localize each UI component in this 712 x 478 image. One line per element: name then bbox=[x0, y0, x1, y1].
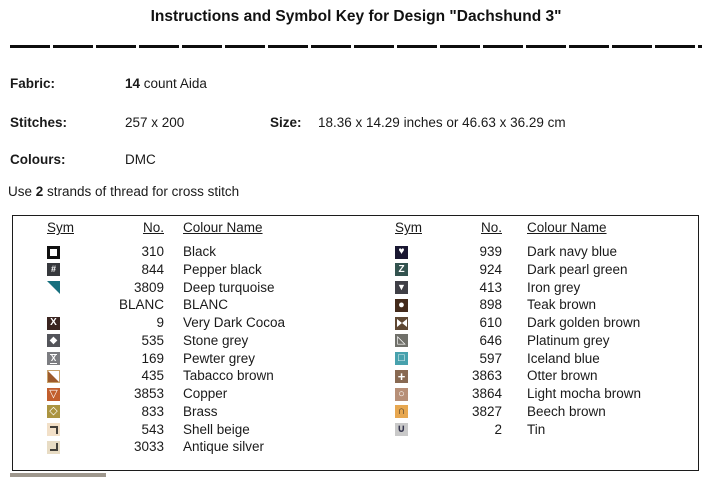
stitch-symbol-glyph: ∩ bbox=[397, 405, 406, 418]
key-column-left bbox=[47, 244, 387, 457]
stitches-value: 257 x 200 bbox=[125, 115, 185, 130]
stitches-row bbox=[0, 115, 712, 131]
colour-name: Beech brown bbox=[527, 403, 606, 419]
thread-number: 535 bbox=[141, 332, 164, 348]
bottom-separator-fragment bbox=[10, 473, 106, 477]
colour-name: Shell beige bbox=[183, 421, 250, 437]
thread-number: 898 bbox=[479, 297, 502, 313]
thread-number: 2 bbox=[494, 421, 502, 437]
colour-name: Iron grey bbox=[527, 279, 581, 295]
stitch-symbol-glyph: # bbox=[50, 264, 56, 275]
key-table-row bbox=[47, 280, 387, 298]
thread-number: 939 bbox=[479, 244, 502, 259]
key-table-row bbox=[47, 439, 387, 457]
stitch-symbol bbox=[395, 281, 408, 294]
thread-number: 413 bbox=[479, 279, 502, 295]
thread-number: 543 bbox=[141, 421, 164, 437]
thread-number: 833 bbox=[141, 403, 164, 419]
stitch-symbol bbox=[395, 317, 408, 330]
key-table-row bbox=[395, 368, 712, 386]
thread-number: 169 bbox=[141, 350, 164, 366]
thread-number: 3864 bbox=[471, 386, 502, 401]
key-table-row bbox=[47, 333, 387, 351]
thread-number: 3863 bbox=[471, 368, 502, 384]
size-label: Size: bbox=[270, 115, 302, 130]
key-table-row bbox=[395, 404, 712, 422]
colours-value: DMC bbox=[125, 152, 156, 167]
thread-number: 597 bbox=[479, 350, 502, 366]
stitch-symbol bbox=[395, 370, 408, 383]
stitch-symbol-glyph: ∪ bbox=[397, 423, 406, 435]
stitch-symbol bbox=[395, 263, 408, 276]
stitch-symbol-glyph: X bbox=[50, 353, 57, 363]
colour-name: Pepper black bbox=[183, 261, 262, 277]
key-table-row bbox=[47, 422, 387, 440]
page-title: Instructions and Symbol Key for Design "Dachshund 3" bbox=[150, 8, 562, 25]
header-sym-left: Sym bbox=[47, 220, 74, 235]
key-table-row bbox=[395, 262, 712, 280]
strands-note bbox=[0, 184, 712, 200]
stitch-symbol-glyph: + bbox=[397, 369, 406, 383]
stitch-symbol-glyph: Z bbox=[398, 263, 405, 275]
key-table-row bbox=[395, 315, 712, 333]
thread-number: 310 bbox=[141, 244, 164, 259]
thread-number: BLANC bbox=[118, 297, 164, 313]
header-name-right: Colour Name bbox=[527, 220, 607, 235]
stitch-symbol-glyph: ▼ bbox=[397, 282, 406, 292]
key-table-row bbox=[395, 422, 712, 440]
thread-number: 3809 bbox=[133, 279, 164, 295]
colour-name: BLANC bbox=[183, 297, 229, 313]
stitch-symbol bbox=[395, 299, 408, 312]
stitch-symbol bbox=[47, 370, 60, 383]
header-name-left: Colour Name bbox=[183, 220, 263, 235]
thread-number: 3033 bbox=[133, 439, 164, 455]
colour-name: Iceland blue bbox=[527, 350, 600, 366]
colour-name: Antique silver bbox=[183, 439, 265, 455]
colour-name: Dark pearl green bbox=[527, 261, 628, 277]
title-separator bbox=[10, 45, 702, 48]
stitch-symbol bbox=[47, 352, 60, 365]
stitch-symbol-glyph: ▽ bbox=[49, 387, 58, 400]
thread-number: 924 bbox=[479, 261, 502, 277]
key-table-row bbox=[395, 280, 712, 298]
stitches-label: Stitches: bbox=[10, 115, 68, 130]
colours-label: Colours: bbox=[10, 152, 66, 167]
colour-name: Black bbox=[183, 244, 217, 259]
key-table-row bbox=[395, 297, 712, 315]
stitch-symbol bbox=[395, 423, 408, 436]
stitch-symbol bbox=[395, 352, 408, 365]
fabric-row bbox=[0, 76, 712, 92]
stitch-symbol bbox=[395, 388, 408, 401]
key-table-row bbox=[47, 368, 387, 386]
size-value: 18.36 x 14.29 inches or 46.63 x 36.29 cm bbox=[318, 115, 566, 130]
colour-name: Otter brown bbox=[527, 368, 598, 384]
header-no-left: No. bbox=[142, 220, 164, 235]
thread-number: 435 bbox=[141, 368, 164, 384]
colour-name: Stone grey bbox=[183, 332, 249, 348]
key-table-row bbox=[395, 244, 712, 262]
strands-text: Use 2 strands of thread for cross stitch bbox=[8, 184, 240, 199]
stitch-symbol bbox=[47, 423, 60, 436]
thread-number: 3853 bbox=[133, 386, 164, 401]
fabric-label: Fabric: bbox=[10, 76, 56, 91]
key-column-right bbox=[395, 244, 712, 439]
colour-name: Teak brown bbox=[527, 297, 597, 313]
thread-number: 646 bbox=[479, 332, 502, 348]
header-no-right: No. bbox=[480, 220, 502, 235]
colour-name: Deep turquoise bbox=[183, 279, 275, 295]
stitch-symbol bbox=[395, 246, 408, 259]
colour-name: Brass bbox=[183, 403, 218, 419]
colour-name: Dark navy blue bbox=[527, 244, 618, 259]
stitch-symbol bbox=[47, 405, 60, 418]
key-table-row bbox=[395, 333, 712, 351]
key-table-row bbox=[47, 297, 387, 315]
stitch-symbol-glyph: ● bbox=[398, 298, 405, 311]
stitch-symbol bbox=[47, 317, 60, 330]
colour-name: Copper bbox=[183, 386, 228, 401]
stitch-symbol-glyph: ♥ bbox=[398, 246, 405, 257]
colour-name: Pewter grey bbox=[183, 350, 256, 366]
thread-number: 9 bbox=[156, 315, 164, 330]
key-table-row bbox=[47, 404, 387, 422]
key-table-row bbox=[395, 386, 712, 404]
colour-name: Very Dark Cocoa bbox=[183, 315, 286, 330]
key-table-row bbox=[47, 262, 387, 280]
stitch-symbol-glyph bbox=[50, 426, 58, 434]
stitch-symbol bbox=[47, 334, 60, 347]
stitch-symbol bbox=[395, 405, 408, 418]
key-table-row bbox=[47, 244, 387, 262]
stitch-symbol bbox=[47, 246, 60, 259]
stitch-symbol bbox=[395, 334, 408, 347]
stitch-symbol bbox=[47, 388, 60, 401]
colour-name: Tabacco brown bbox=[183, 368, 274, 384]
key-table-row bbox=[47, 315, 387, 333]
stitch-symbol-glyph: ◺ bbox=[397, 334, 406, 347]
stitch-symbol-glyph bbox=[397, 319, 407, 327]
stitch-symbol-glyph: □ bbox=[398, 352, 405, 364]
thread-number: 3827 bbox=[471, 403, 502, 419]
key-table-row bbox=[47, 351, 387, 369]
stitch-symbol-glyph: ○ bbox=[398, 387, 405, 400]
stitch-symbol bbox=[47, 263, 60, 276]
colour-name: Tin bbox=[527, 421, 546, 437]
symbol-key-table bbox=[12, 215, 699, 471]
stitch-symbol-glyph: X bbox=[50, 317, 57, 328]
colours-row bbox=[0, 152, 712, 168]
colour-name: Dark golden brown bbox=[527, 315, 641, 330]
header-sym-right: Sym bbox=[395, 220, 422, 235]
colour-name: Platinum grey bbox=[527, 332, 610, 348]
key-table-row bbox=[47, 386, 387, 404]
fabric-value: 14 count Aida bbox=[125, 76, 207, 91]
thread-number: 610 bbox=[479, 315, 502, 330]
thread-number: 844 bbox=[141, 261, 164, 277]
stitch-symbol bbox=[47, 441, 60, 454]
key-table-row bbox=[395, 351, 712, 369]
stitch-symbol-glyph: ◆ bbox=[49, 334, 58, 346]
stitch-symbol-glyph bbox=[50, 443, 58, 451]
stitch-symbol bbox=[47, 281, 60, 294]
stitch-symbol-glyph: ◇ bbox=[49, 405, 58, 418]
colour-name: Light mocha brown bbox=[527, 386, 642, 401]
